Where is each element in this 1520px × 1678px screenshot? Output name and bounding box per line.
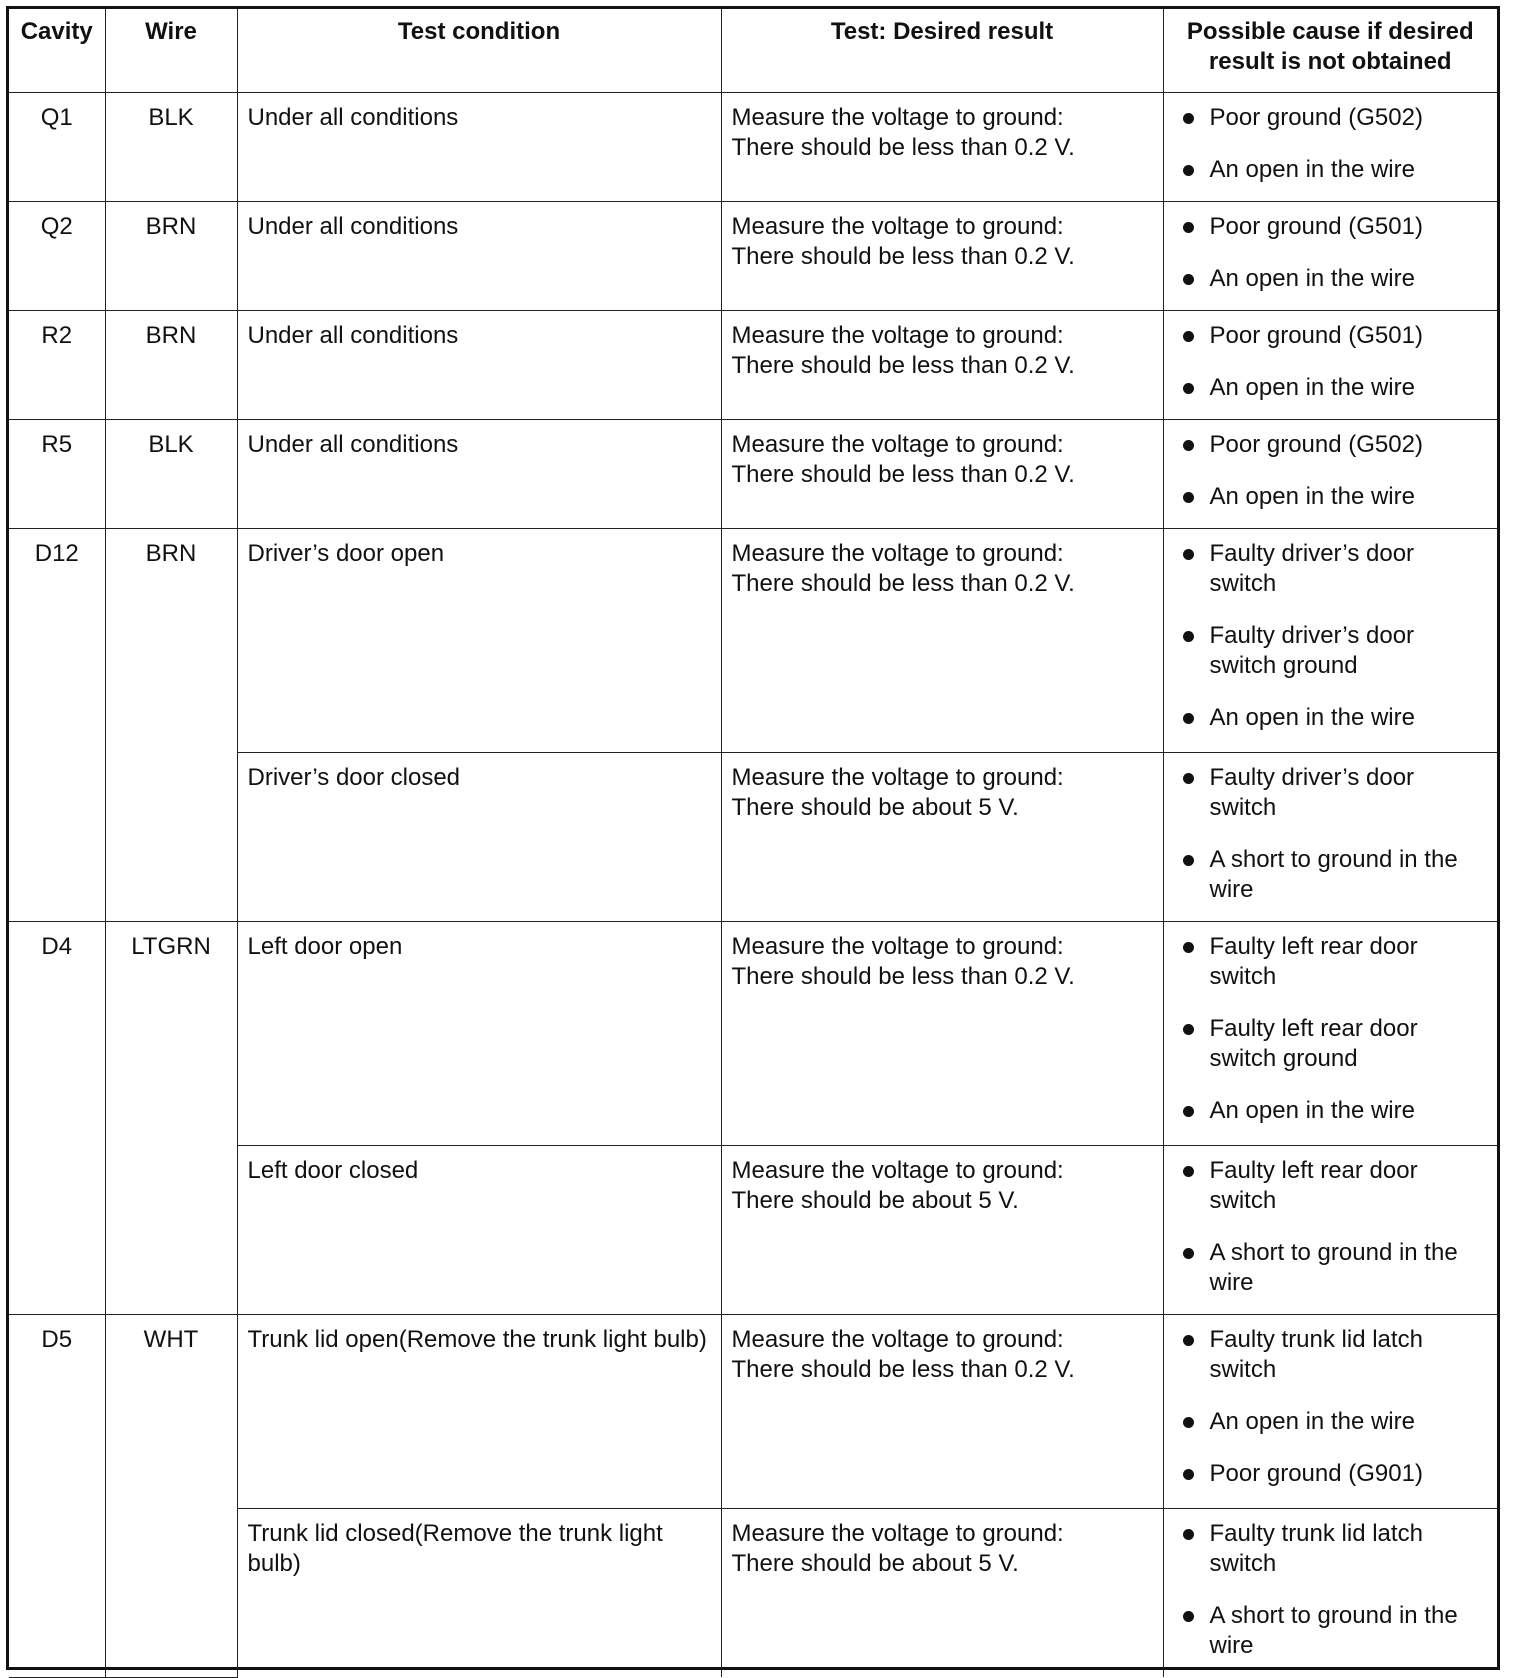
wire-cell: BRN [105,310,237,419]
list-item [1174,264,1488,294]
bullet-icon [1183,1166,1194,1177]
condition-cell: Left door closed [237,1145,721,1314]
bullet-icon [1183,1611,1194,1622]
bullet-icon [1183,713,1194,724]
header-test-condition: Test condition [237,9,721,92]
list-item [1174,1325,1488,1385]
result-line-2: There should be less than 0.2 V. [731,1355,1075,1383]
list-item [1174,539,1488,599]
table-row [9,1314,1497,1508]
cavity-cell: Q1 [9,92,105,201]
cause-text: Faulty left rear door switch [1209,932,1418,990]
table-row [9,310,1497,419]
list-item [1174,621,1488,681]
result-cell [721,201,1163,310]
cavity-cell: D12 [9,528,105,921]
bullet-icon [1183,942,1194,953]
table-row [9,528,1497,752]
result-line-1: Measure the voltage to ground: [731,763,1064,791]
wire-cell: BRN [105,201,237,310]
result-line-2: There should be less than 0.2 V. [731,962,1075,990]
bullet-icon [1183,440,1194,451]
list-item [1174,103,1488,133]
cause-cell [1163,921,1497,1145]
cause-text: Poor ground (G502) [1209,430,1423,458]
list-item [1174,703,1488,733]
header-wire: Wire [105,9,237,92]
cause-text: An open in the wire [1209,373,1415,401]
cause-text: Faulty driver’s door switch ground [1209,621,1415,679]
diagnostic-table-page [6,6,1500,1670]
table-row [9,201,1497,310]
header-cavity: Cavity [9,9,105,92]
cause-text: An open in the wire [1209,155,1415,183]
cause-text: Poor ground (G501) [1209,321,1423,349]
list-item [1174,212,1488,242]
result-line-2: There should be about 5 V. [731,1549,1019,1577]
result-cell [721,310,1163,419]
terminal-test-table [9,9,1497,1678]
bullet-icon [1183,773,1194,784]
result-line-2: There should be less than 0.2 V. [731,460,1075,488]
bullet-icon [1183,855,1194,866]
cavity-cell: R2 [9,310,105,419]
list-item [1174,1014,1488,1074]
cause-cell [1163,1508,1497,1677]
cause-cell [1163,528,1497,752]
result-line-2: There should be less than 0.2 V. [731,242,1075,270]
cause-text: An open in the wire [1209,1407,1415,1435]
result-line-1: Measure the voltage to ground: [731,430,1064,458]
bullet-icon [1183,274,1194,285]
bullet-icon [1183,631,1194,642]
result-line-1: Measure the voltage to ground: [731,212,1064,240]
list-item [1174,1238,1488,1298]
list-item [1174,321,1488,351]
cause-text: Faulty driver’s door switch [1209,763,1415,821]
wire-cell: WHT [105,1314,237,1677]
bullet-icon [1183,1024,1194,1035]
list-item [1174,482,1488,512]
cause-cell [1163,1145,1497,1314]
bullet-icon [1183,1106,1194,1117]
list-item [1174,1519,1488,1579]
cause-text: Faulty trunk lid latch switch [1209,1325,1423,1383]
condition-cell: Under all conditions [237,419,721,528]
list-item [1174,1096,1488,1126]
bullet-icon [1183,1248,1194,1259]
bullet-icon [1183,331,1194,342]
cause-text: Poor ground (G901) [1209,1459,1423,1487]
list-item [1174,1459,1488,1489]
cause-text: An open in the wire [1209,482,1415,510]
result-line-2: There should be about 5 V. [731,793,1019,821]
result-line-1: Measure the voltage to ground: [731,321,1064,349]
condition-cell: Under all conditions [237,92,721,201]
condition-cell: Trunk lid open(Remove the trunk light bulb) [237,1314,721,1508]
cavity-cell: R5 [9,419,105,528]
cause-cell [1163,201,1497,310]
wire-cell: LTGRN [105,921,237,1314]
result-line-1: Measure the voltage to ground: [731,1156,1064,1184]
list-item [1174,845,1488,905]
bullet-icon [1183,1469,1194,1480]
cause-text: Faulty driver’s door switch [1209,539,1415,597]
list-item [1174,1156,1488,1216]
condition-cell: Left door open [237,921,721,1145]
cause-text: An open in the wire [1209,264,1415,292]
list-item [1174,430,1488,460]
table-row [9,921,1497,1145]
bullet-icon [1183,492,1194,503]
condition-cell: Driver’s door closed [237,752,721,921]
bullet-icon [1183,113,1194,124]
cause-text: Poor ground (G501) [1209,212,1423,240]
bullet-icon [1183,549,1194,560]
result-cell [721,92,1163,201]
cavity-cell: Q2 [9,201,105,310]
list-item [1174,1601,1488,1661]
result-cell [721,528,1163,752]
list-item [1174,1407,1488,1437]
cause-text: Faulty left rear door switch ground [1209,1014,1418,1072]
table-row [9,92,1497,201]
bullet-icon [1183,1335,1194,1346]
table-row [9,419,1497,528]
cause-cell [1163,92,1497,201]
cause-cell [1163,752,1497,921]
header-row [9,9,1497,92]
result-line-2: There should be less than 0.2 V. [731,133,1075,161]
wire-cell: BRN [105,528,237,921]
result-line-1: Measure the voltage to ground: [731,1325,1064,1353]
cause-text: A short to ground in the wire [1209,845,1458,903]
result-cell [721,1314,1163,1508]
result-cell [721,921,1163,1145]
wire-cell: BLK [105,419,237,528]
result-line-1: Measure the voltage to ground: [731,932,1064,960]
list-item [1174,932,1488,992]
result-line-1: Measure the voltage to ground: [731,103,1064,131]
cause-cell [1163,1314,1497,1508]
list-item [1174,373,1488,403]
cavity-cell: D4 [9,921,105,1314]
cause-text: Poor ground (G502) [1209,103,1423,131]
result-line-2: There should be less than 0.2 V. [731,569,1075,597]
condition-cell: Driver’s door open [237,528,721,752]
bullet-icon [1183,165,1194,176]
result-line-2: There should be less than 0.2 V. [731,351,1075,379]
result-line-1: Measure the voltage to ground: [731,1519,1064,1547]
wire-cell: BLK [105,92,237,201]
condition-cell: Trunk lid closed(Remove the trunk light bulb) [237,1508,721,1677]
condition-cell: Under all conditions [237,310,721,419]
result-cell [721,1508,1163,1677]
cavity-cell: D5 [9,1314,105,1677]
cause-text: A short to ground in the wire [1209,1601,1458,1659]
bullet-icon [1183,1529,1194,1540]
cause-cell [1163,419,1497,528]
result-line-2: There should be about 5 V. [731,1186,1019,1214]
cause-text: An open in the wire [1209,703,1415,731]
bullet-icon [1183,222,1194,233]
cause-cell [1163,310,1497,419]
result-cell [721,419,1163,528]
cause-text: Faulty trunk lid latch switch [1209,1519,1423,1577]
bullet-icon [1183,1417,1194,1428]
result-cell [721,1145,1163,1314]
list-item [1174,763,1488,823]
result-cell [721,752,1163,921]
header-desired-result: Test: Desired result [721,9,1163,92]
bullet-icon [1183,383,1194,394]
condition-cell: Under all conditions [237,201,721,310]
cause-text: Faulty left rear door switch [1209,1156,1418,1214]
list-item [1174,155,1488,185]
result-line-1: Measure the voltage to ground: [731,539,1064,567]
header-possible-cause: Possible cause if desired result is not obtained [1163,9,1497,92]
cause-text: An open in the wire [1209,1096,1415,1124]
cause-text: A short to ground in the wire [1209,1238,1458,1296]
